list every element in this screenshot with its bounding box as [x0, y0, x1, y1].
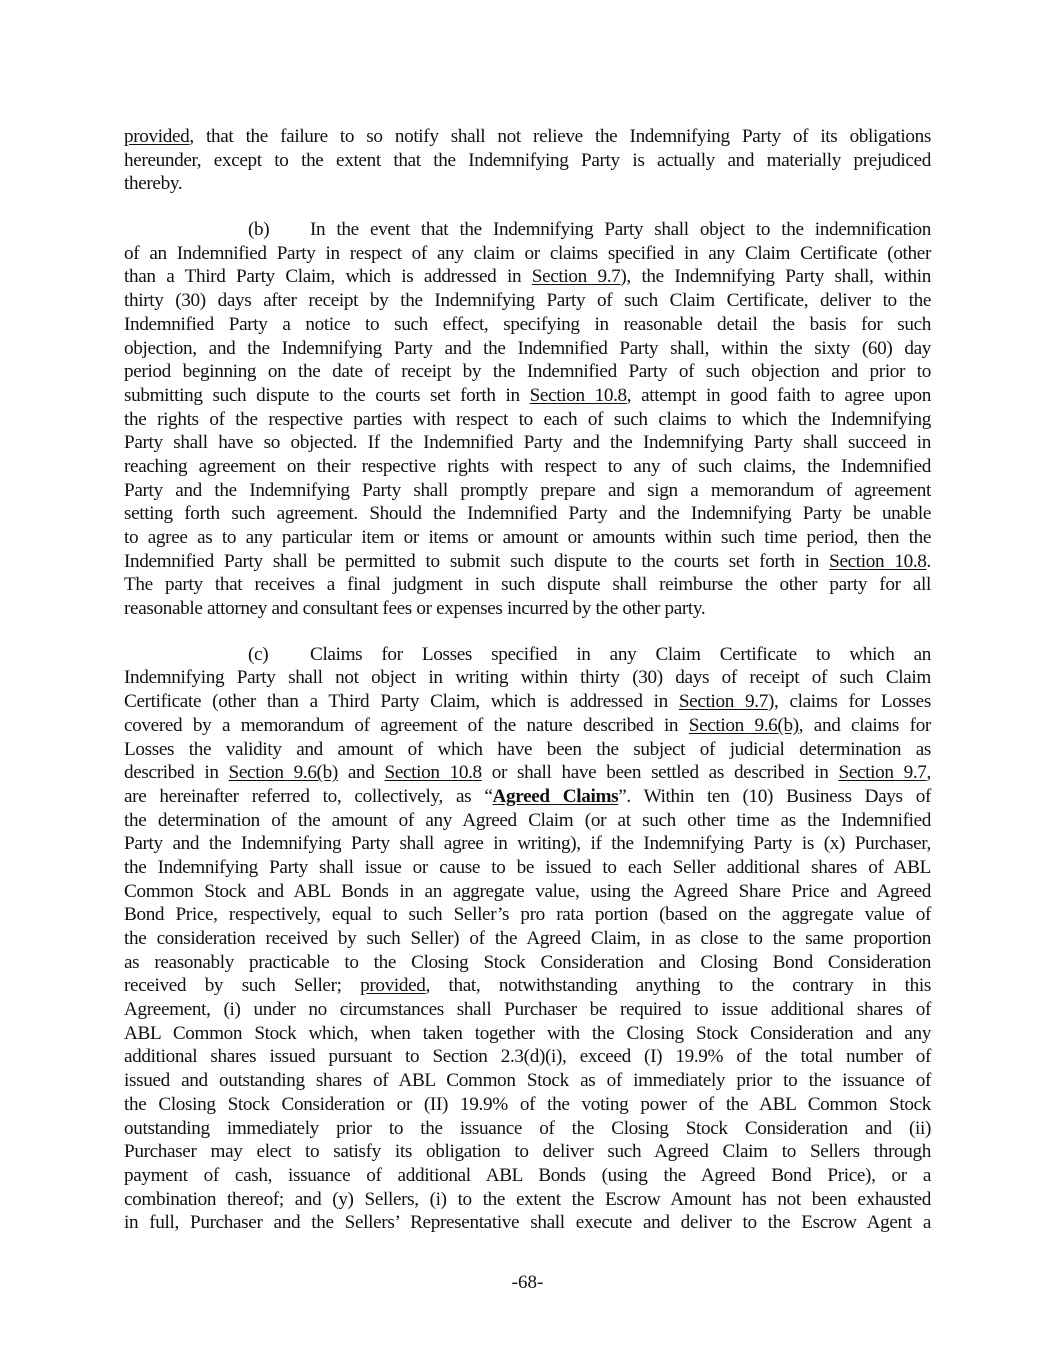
text-run: , and claims for	[798, 714, 931, 736]
text-line	[124, 502, 931, 526]
text-run: ”. Within ten (10) Business Days of	[618, 785, 932, 807]
text-run: Party and the Indemnifying Party shall promptly prepare and sign a memorandum of agreement	[124, 479, 931, 501]
text-line	[124, 832, 931, 856]
text-line	[124, 1211, 931, 1235]
paragraph-label: (c)	[248, 643, 269, 665]
text-line	[124, 856, 931, 880]
text-line	[124, 1164, 931, 1188]
text-run: thereby.	[124, 173, 183, 195]
text-line	[124, 597, 931, 621]
text-line	[124, 951, 931, 975]
text-run: the determination of the amount of any Agreed Claim (or at such other time as the Indemnified	[124, 809, 931, 831]
cross-reference: Section 9.7	[531, 266, 621, 288]
text-line	[124, 242, 931, 266]
text-line	[124, 1117, 931, 1141]
text-line	[124, 714, 931, 738]
text-run: setting forth such agreement. Should the Indemnified Party and the Indemnifying Party be unable	[124, 503, 931, 525]
text-line	[124, 360, 931, 384]
text-run: ), claims for Losses	[767, 691, 931, 713]
text-run: submitting such dispute to the courts set forth in	[124, 384, 530, 406]
cross-reference: provided	[360, 975, 426, 997]
paragraph-b	[124, 218, 931, 621]
text-run: covered by a memorandum of agreement of the nature described in	[124, 714, 689, 736]
cross-reference: Section 9.7	[838, 762, 927, 784]
text-run: Certificate (other than a Third Party Claim, which is addressed in	[124, 691, 679, 713]
text-run: ABL Common Stock which, when taken together with the Closing Stock Consideration and any	[124, 1022, 931, 1044]
text-run: Bond Price, respectively, equal to such Seller’s pro rata portion (based on the aggregate value of	[124, 904, 931, 926]
text-run: the Closing Stock Consideration or (II) 19.9% of the voting power of the ABL Common Stock	[124, 1093, 931, 1115]
text-run: Claims for Losses specified in any Claim Certificate to which an	[310, 643, 931, 665]
text-line	[124, 761, 931, 785]
text-line	[124, 1022, 931, 1046]
text-run: ,	[926, 762, 931, 784]
text-run: hereunder, except to the extent that the Indemnifying Party is actually and materially prejudiced	[124, 149, 931, 171]
page-number: -68-	[511, 1272, 544, 1293]
text-line	[124, 880, 931, 904]
text-run: of an Indemnified Party in respect of any claim or claims specified in any Claim Certificate (other	[124, 242, 931, 264]
text-run: than a Third Party Claim, which is addressed in	[124, 266, 532, 288]
paragraph-label: (b)	[248, 219, 270, 241]
cross-reference: Section 10.8	[384, 762, 482, 784]
document-page	[124, 125, 931, 1257]
text-run: period beginning on the date of receipt by the Indemnified Party of such objection and prior to	[124, 361, 931, 383]
text-run: Common Stock and ABL Bonds in an aggregate value, using the Agreed Share Price and Agreed	[124, 880, 931, 902]
text-run: as reasonably practicable to the Closing Stock Consideration and Closing Bond Consideration	[124, 951, 931, 973]
text-line	[124, 550, 931, 574]
text-run: or shall have been settled as described in	[481, 762, 839, 784]
cross-reference: Section 9.6(b)	[688, 714, 799, 736]
text-line	[124, 337, 931, 361]
cross-reference: Section 9.6(b)	[228, 762, 338, 784]
text-line	[124, 431, 931, 455]
text-line	[124, 526, 931, 550]
text-run: thirty (30) days after receipt by the Indemnifying Party of such Claim Certificate, deliver to the	[124, 290, 931, 312]
text-run: Indemnifying Party shall not object in writing within thirty (30) days of receipt of such Claim	[124, 667, 931, 689]
text-run: , attempt in good faith to agree upon	[626, 384, 931, 406]
text-run: .	[926, 550, 931, 572]
text-line	[124, 172, 931, 196]
text-run: reasonable attorney and consultant fees or expenses incurred by the other party.	[124, 598, 706, 620]
text-run: are hereinafter referred to, collectively, as “	[124, 785, 493, 807]
text-run: The party that receives a final judgment in such dispute shall reimburse the other party for all	[124, 574, 931, 596]
text-run: in full, Purchaser and the Sellers’ Representative shall execute and deliver to the Escrow Agent a	[124, 1212, 931, 1234]
text-line	[124, 218, 931, 242]
cross-reference: Section 9.7	[678, 691, 768, 713]
text-run: Indemnified Party a notice to such effect, specifying in reasonable detail the basis for such	[124, 313, 931, 335]
text-run: to agree as to any particular item or items or amount or amounts within such time period, then the	[124, 527, 931, 548]
text-run: , that, notwithstanding anything to the contrary in this	[425, 975, 931, 997]
text-line	[124, 643, 931, 667]
text-run: reaching agreement on their respective rights with respect to any of such claims, the Indemnified	[124, 455, 931, 477]
text-line	[124, 1045, 931, 1069]
paragraph-c	[124, 643, 931, 1235]
text-line	[124, 1188, 931, 1212]
text-run: In the event that the Indemnifying Party shall object to the indemnification	[310, 219, 931, 241]
text-line	[124, 479, 931, 503]
text-run: the rights of the respective parties with respect to each of such claims to which the Indemnifying	[124, 408, 931, 430]
cross-reference: provided	[124, 126, 190, 147]
cross-reference: Section 10.8	[529, 384, 627, 406]
text-line	[124, 408, 931, 432]
text-line	[124, 738, 931, 762]
text-line	[124, 265, 931, 289]
text-line	[124, 998, 931, 1022]
text-run: the consideration received by such Seller) of the Agreed Claim, in as close to the same proportion	[124, 928, 931, 949]
text-run: received by such Seller;	[124, 975, 361, 997]
text-run: payment of cash, issuance of additional ABL Bonds (using the Agreed Bond Price), or a	[124, 1164, 931, 1186]
text-run: and	[337, 762, 385, 784]
text-run: issued and outstanding shares of ABL Common Stock as of immediately prior to the issuance of	[124, 1070, 931, 1092]
text-line	[124, 903, 931, 927]
text-line	[124, 455, 931, 479]
text-line	[124, 149, 931, 173]
text-line	[124, 1140, 931, 1164]
text-run: objection, and the Indemnifying Party and the Indemnified Party shall, within the sixty (60) day	[124, 337, 931, 359]
text-run: additional shares issued pursuant to Section 2.3(d)(i), exceed (I) 19.9% of the total number of	[124, 1046, 931, 1068]
text-run: Purchaser may elect to satisfy its obligation to deliver such Agreed Claim to Sellers through	[124, 1141, 931, 1163]
cross-reference: Section 10.8	[829, 550, 927, 572]
text-line	[124, 289, 931, 313]
text-run: outstanding immediately prior to the issuance of the Closing Stock Consideration and (ii)	[124, 1117, 931, 1139]
text-line	[124, 1093, 931, 1117]
text-run: Losses the validity and amount of which have been the subject of judicial determination as	[124, 738, 931, 760]
text-run: described in	[124, 762, 229, 784]
text-line	[124, 666, 931, 690]
defined-term: Agreed Claims	[492, 785, 619, 807]
text-run: Agreement, (i) under no circumstances shall Purchaser be required to issue additional shares of	[124, 999, 931, 1021]
text-line	[124, 927, 931, 951]
text-line	[124, 573, 931, 597]
text-line	[124, 974, 931, 998]
text-line	[124, 1069, 931, 1093]
text-line	[124, 690, 931, 714]
text-run: Indemnified Party shall be permitted to submit such dispute to the courts set forth in	[124, 550, 830, 572]
text-run: Party shall have so objected. If the Indemnified Party and the Indemnifying Party shall succeed in	[124, 432, 931, 454]
text-run: , that the failure to so notify shall not relieve the Indemnifying Party of its obligations	[189, 126, 931, 147]
text-line	[124, 313, 931, 337]
text-run: Party and the Indemnifying Party shall agree in writing), if the Indemnifying Party is (x) Purchaser,	[124, 833, 931, 855]
text-run: ), the Indemnifying Party shall, within	[620, 266, 931, 288]
paragraph-a-continuation	[124, 125, 931, 196]
text-line	[124, 125, 931, 149]
text-line	[124, 809, 931, 833]
text-run: combination thereof; and (y) Sellers, (i) to the extent the Escrow Amount has not been exhausted	[124, 1188, 931, 1210]
text-line	[124, 384, 931, 408]
text-line	[124, 785, 931, 809]
text-run: the Indemnifying Party shall issue or cause to be issued to each Seller additional shares of ABL	[124, 856, 931, 878]
